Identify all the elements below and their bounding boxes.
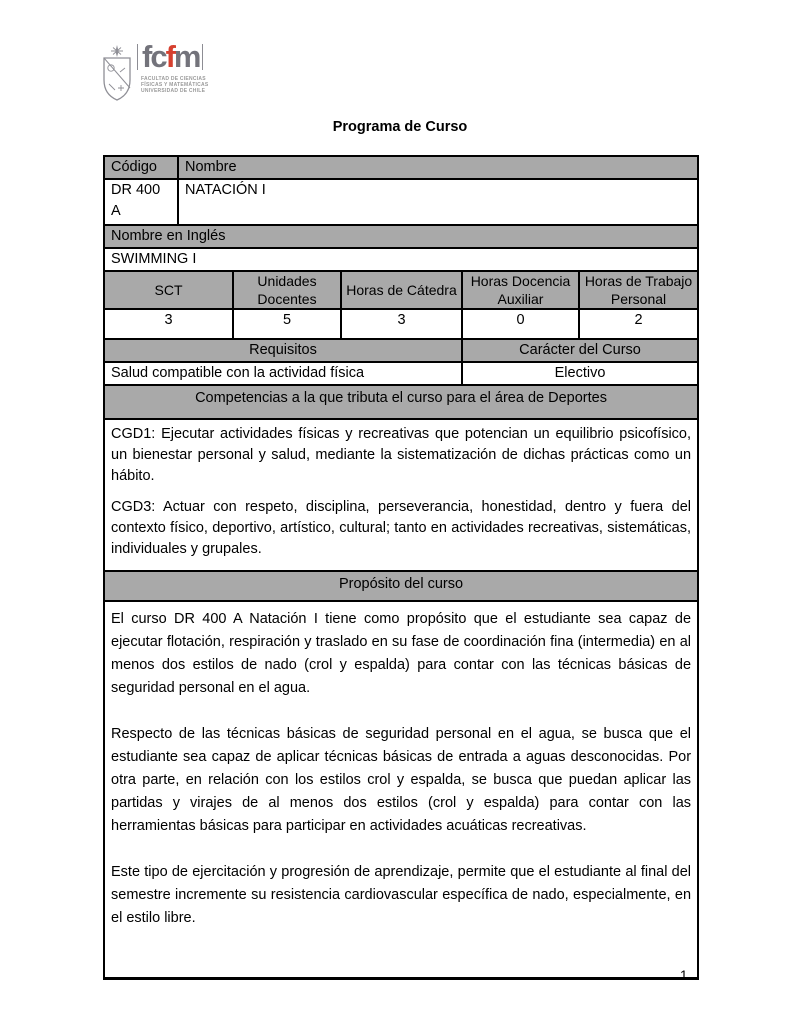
- caracter-header-cell: Carácter del Curso: [462, 339, 698, 362]
- row-english-name-header: [104, 225, 698, 248]
- cgd1-paragraph: CGD1: Ejecutar actividades físicas y recreativas que potencian un equilibrio psicofísico, un bienestar personal y salud, mediante la sistematización de dichas prácticas como un hábito.: [111, 426, 692, 484]
- competencias-header-cell: Competencias a la que tributa el curso para el área de Deportes: [104, 385, 698, 419]
- logo-caption-line3: UNIVERSIDAD DE CHILE: [141, 88, 206, 94]
- row-competencias-body: [104, 419, 698, 571]
- row-requisitos-values: [104, 362, 698, 385]
- course-program-table: [103, 155, 699, 980]
- nombre-ingles-value-cell: SWIMMING I: [104, 248, 698, 271]
- row-proposito-header: [104, 571, 698, 601]
- nombre-ingles-header-cell: Nombre en Inglés: [104, 225, 698, 248]
- nombre-value-cell: NATACIÓN I: [178, 179, 698, 225]
- cgd3-paragraph: CGD3: Actuar con respeto, disciplina, perseverancia, honestidad, dentro y fuera del contexto físico, deportivo, artístico, cultural; tanto en actividades recreativas, sistemáticas, individuales y grupales.: [111, 499, 692, 557]
- logo-caption: [137, 76, 208, 94]
- wordmark-red-f: f: [165, 39, 174, 74]
- row-proposito-body: [104, 601, 698, 978]
- sct-header-cell: SCT: [104, 271, 233, 309]
- proposito-body-cell: [104, 601, 698, 978]
- proposito-paragraph-3: Este tipo de ejercitación y progresión de aprendizaje, permite que el estudiante al final del semestre incremente su resistencia cardiovascular específica de nado, especialmente, en el estilo libre.: [111, 864, 692, 926]
- horas-catedra-header-cell: Horas de Cátedra: [341, 271, 462, 309]
- fcfm-logo: [101, 39, 209, 102]
- wordmark-fc: fc: [142, 39, 166, 74]
- horas-catedra-value-cell: 3: [341, 309, 462, 339]
- unidades-docentes-header-cell: Unidades Docentes: [233, 271, 341, 309]
- codigo-value-cell: DR 400 A: [104, 179, 178, 225]
- proposito-header-cell: Propósito del curso: [104, 571, 698, 601]
- logo-caption-line2: FÍSICAS Y MATEMÁTICAS: [141, 82, 209, 88]
- horas-docencia-auxiliar-value-cell: 0: [462, 309, 579, 339]
- row-hours-values: [104, 309, 698, 339]
- row-english-name-value: [104, 248, 698, 271]
- fcfm-wordmark: [137, 39, 203, 74]
- requisitos-value-cell: Salud compatible con la actividad física: [104, 362, 462, 385]
- requisitos-header-cell: Requisitos: [104, 339, 462, 362]
- logo-caption-line1: FACULTAD DE CIENCIAS: [141, 76, 206, 82]
- page-number: 1: [680, 968, 688, 983]
- horas-trabajo-personal-value-cell: 2: [579, 309, 698, 339]
- logo-text-block: [137, 39, 209, 94]
- row-code-name-values: [104, 179, 698, 225]
- caracter-value-cell: Electivo: [462, 362, 698, 385]
- row-competencias-header: [104, 385, 698, 419]
- wordmark-m: m: [173, 39, 200, 74]
- proposito-paragraph-2: Respecto de las técnicas básicas de seguridad personal en el agua, se busca que el estudiante sea capaz de aplicar técnicas básicas de entrada a aguas desconocidas. Por otra parte, en relación con los estilos crol y espalda, se busca que puedan aplicar las partidas y virajes de al menos dos estilos (crol y espalda) para contar con las herramientas básicas para participar en actividades acuáticas recreativas.: [111, 726, 692, 834]
- nombre-header-cell: Nombre: [178, 156, 698, 179]
- competencias-body-cell: [104, 419, 698, 571]
- row-requisitos-header: [104, 339, 698, 362]
- row-code-name-header: [104, 156, 698, 179]
- unidades-docentes-value-cell: 5: [233, 309, 341, 339]
- horas-docencia-auxiliar-header-cell: Horas Docencia Auxiliar: [462, 271, 579, 309]
- codigo-header-cell: Código: [104, 156, 178, 179]
- horas-trabajo-personal-header-cell: Horas de Trabajo Personal: [579, 271, 698, 309]
- row-hours-headers: [104, 271, 698, 309]
- proposito-paragraph-1: El curso DR 400 A Natación I tiene como propósito que el estudiante sea capaz de ejecutar flotación, respiración y traslado en su fase de coordinación fina (intermedia) en al menos dos estilos de nado (crol y espalda) para contar con las técnicas básicas de seguridad personal en el agua.: [111, 611, 692, 696]
- university-crest-icon: [101, 44, 133, 102]
- page-title: Programa de Curso: [332, 119, 468, 135]
- sct-value-cell: 3: [104, 309, 233, 339]
